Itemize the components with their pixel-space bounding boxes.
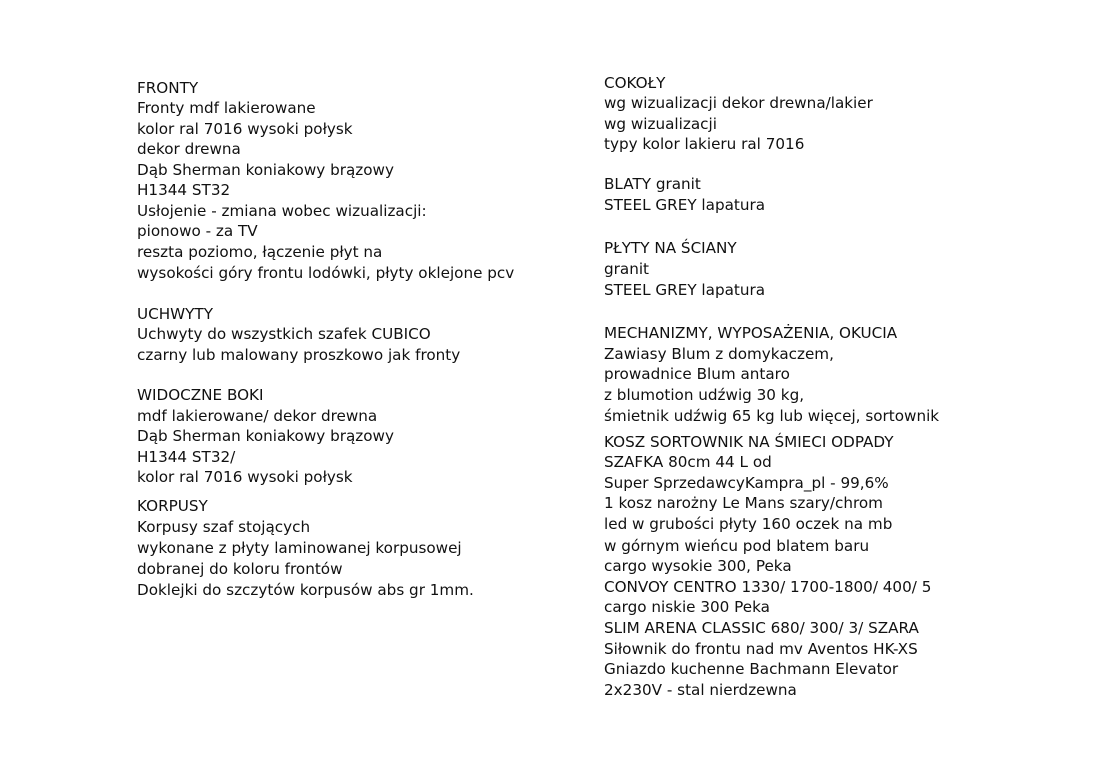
text-line: wg wizualizacji dekor drewna/lakier <box>604 94 873 112</box>
text-line: kolor ral 7016 wysoki połysk <box>137 468 353 486</box>
text-line: reszta poziomo, łączenie płyt na <box>137 243 383 261</box>
text-line: H1344 ST32 <box>137 181 231 199</box>
text-line: czarny lub malowany proszkowo jak fronty <box>137 346 461 364</box>
section-heading: PŁYTY NA ŚCIANY <box>604 239 737 257</box>
text-line: Dąb Sherman koniakowy brązowy <box>137 161 394 179</box>
text-line: wg wizualizacji <box>604 115 717 133</box>
text-line: typy kolor lakieru ral 7016 <box>604 135 805 153</box>
section-heading: BLATY granit <box>604 175 701 193</box>
text-line: STEEL GREY lapatura <box>604 196 766 214</box>
text-line: CONVOY CENTRO 1330/ 1700-1800/ 400/ 5 <box>604 578 932 596</box>
section-heading: MECHANIZMY, WYPOSAŻENIA, OKUCIA <box>604 324 898 342</box>
text-line: kolor ral 7016 wysoki połysk <box>137 120 353 138</box>
text-line: Siłownik do frontu nad mv Aventos HK-XS <box>604 640 918 658</box>
text-line: 2x230V - stal nierdzewna <box>604 681 797 699</box>
text-line: śmietnik udźwig 65 kg lub więcej, sortownik <box>604 407 940 425</box>
text-line: granit <box>604 260 649 278</box>
text-line: Super SprzedawcyKampra_pl - 99,6% <box>604 474 889 492</box>
section-heading: UCHWYTY <box>137 305 213 323</box>
text-line: STEEL GREY lapatura <box>604 281 766 299</box>
text-line: wykonane z płyty laminowanej korpusowej <box>137 539 462 557</box>
text-line: mdf lakierowane/ dekor drewna <box>137 407 378 425</box>
text-line: w górnym wieńcu pod blatem baru <box>604 537 870 555</box>
text-line: Usłojenie - zmiana wobec wizualizacji: <box>137 202 427 220</box>
section-heading: FRONTY <box>137 79 199 97</box>
text-line: dekor drewna <box>137 140 241 158</box>
text-line: led w grubości płyty 160 oczek na mb <box>604 515 893 533</box>
text-line: Uchwyty do wszystkich szafek CUBICO <box>137 325 431 343</box>
text-line: cargo wysokie 300, Peka <box>604 557 792 575</box>
text-line: Korpusy szaf stojących <box>137 518 311 536</box>
text-line: SZAFKA 80cm 44 L od <box>604 453 772 471</box>
text-line: KOSZ SORTOWNIK NA ŚMIECI ODPADY <box>604 433 894 451</box>
section-heading: COKOŁY <box>604 74 666 92</box>
text-line: Doklejki do szczytów korpusów abs gr 1mm. <box>137 581 474 599</box>
text-line: 1 kosz narożny Le Mans szary/chrom <box>604 494 883 512</box>
text-line: dobranej do koloru frontów <box>137 560 343 578</box>
text-line: H1344 ST32/ <box>137 448 236 466</box>
text-line: prowadnice Blum antaro <box>604 365 790 383</box>
text-line: z blumotion udźwig 30 kg, <box>604 386 805 404</box>
text-line: SLIM ARENA CLASSIC 680/ 300/ 3/ SZARA <box>604 619 919 637</box>
section-heading: WIDOCZNE BOKI <box>137 386 264 404</box>
section-heading: KORPUSY <box>137 497 208 515</box>
text-line: cargo niskie 300 Peka <box>604 598 770 616</box>
text-line: Gniazdo kuchenne Bachmann Elevator <box>604 660 899 678</box>
text-line: Dąb Sherman koniakowy brązowy <box>137 427 394 445</box>
text-line: wysokości góry frontu lodówki, płyty oklejone pcv <box>137 264 515 282</box>
text-line: pionowo - za TV <box>137 222 258 240</box>
text-line: Zawiasy Blum z domykaczem, <box>604 345 834 363</box>
text-line: Fronty mdf lakierowane <box>137 99 316 117</box>
